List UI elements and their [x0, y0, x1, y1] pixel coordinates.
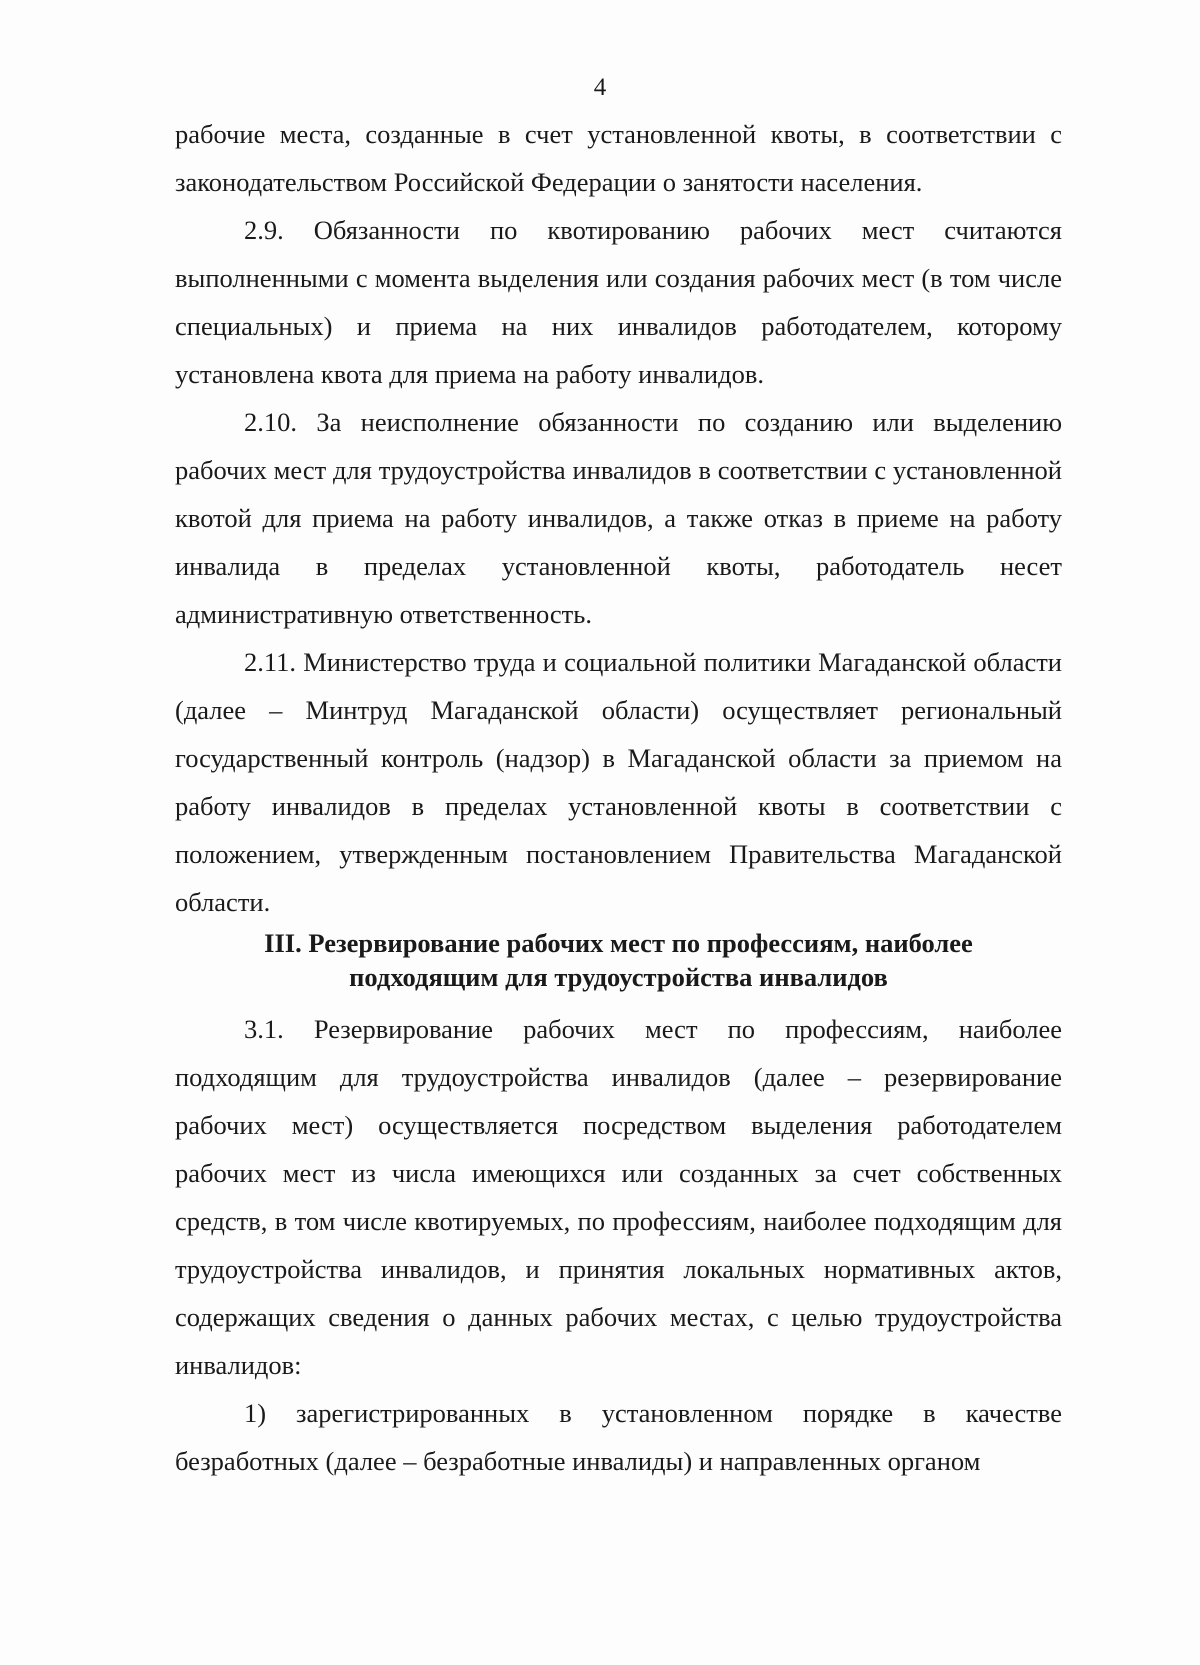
section-heading-line: III. Резервирование рабочих мест по профессиям, наиболее: [264, 928, 973, 958]
page-number: 4: [593, 74, 607, 101]
paragraph: 3.1. Резервирование рабочих мест по профессиям, наиболее подходящим для трудоустройства инвалидов (далее – резервирование рабочих мест) осуществляется посредством выделения работодателем рабочих мест из числа имеющихся или созданных за счет собственных средств, в том числе квотируемых, по профессиям, наиболее подходящим для трудоустройства инвалидов, и принятия локальных нормативных актов, содержащих сведения о данных рабочих местах, с целью трудоустройства инвалидов:: [175, 1014, 1062, 1380]
section-heading-line: подходящим для трудоустройства инвалидов: [349, 962, 888, 992]
paragraph: 2.9. Обязанности по квотированию рабочих мест считаются выполненными с момента выделения или создания рабочих мест (в том числе специальных) и приема на них инвалидов работодателем, которому установлена квота для приема на работу инвалидов.: [175, 215, 1062, 389]
paragraph: 2.10. За неисполнение обязанности по созданию или выделению рабочих мест для трудоустройства инвалидов в соответствии с установленной квотой для приема на работу инвалидов, а также отказ в приеме на работу инвалида в пределах установленной квоты, работодатель несет административную ответственность.: [175, 407, 1062, 629]
body-text-top: [175, 110, 1062, 926]
section-heading: [175, 926, 1062, 994]
body-text-bottom: [175, 1005, 1062, 1485]
paragraph: 2.11. Министерство труда и социальной политики Магаданской области (далее – Минтруд Магаданской области) осуществляет региональный государственный контроль (надзор) в Магаданской области за приемом на работу инвалидов в пределах установленной квоты в соответствии с положением, утвержденным постановлением Правительства Магаданской области.: [175, 647, 1062, 917]
paragraph: 1) зарегистрированных в установленном порядке в качестве безработных (далее – безработные инвалиды) и направленных органом: [175, 1398, 1062, 1476]
paragraph: рабочие места, созданные в счет установленной квоты, в соответствии с законодательством Российской Федерации о занятости населения.: [175, 119, 1062, 197]
